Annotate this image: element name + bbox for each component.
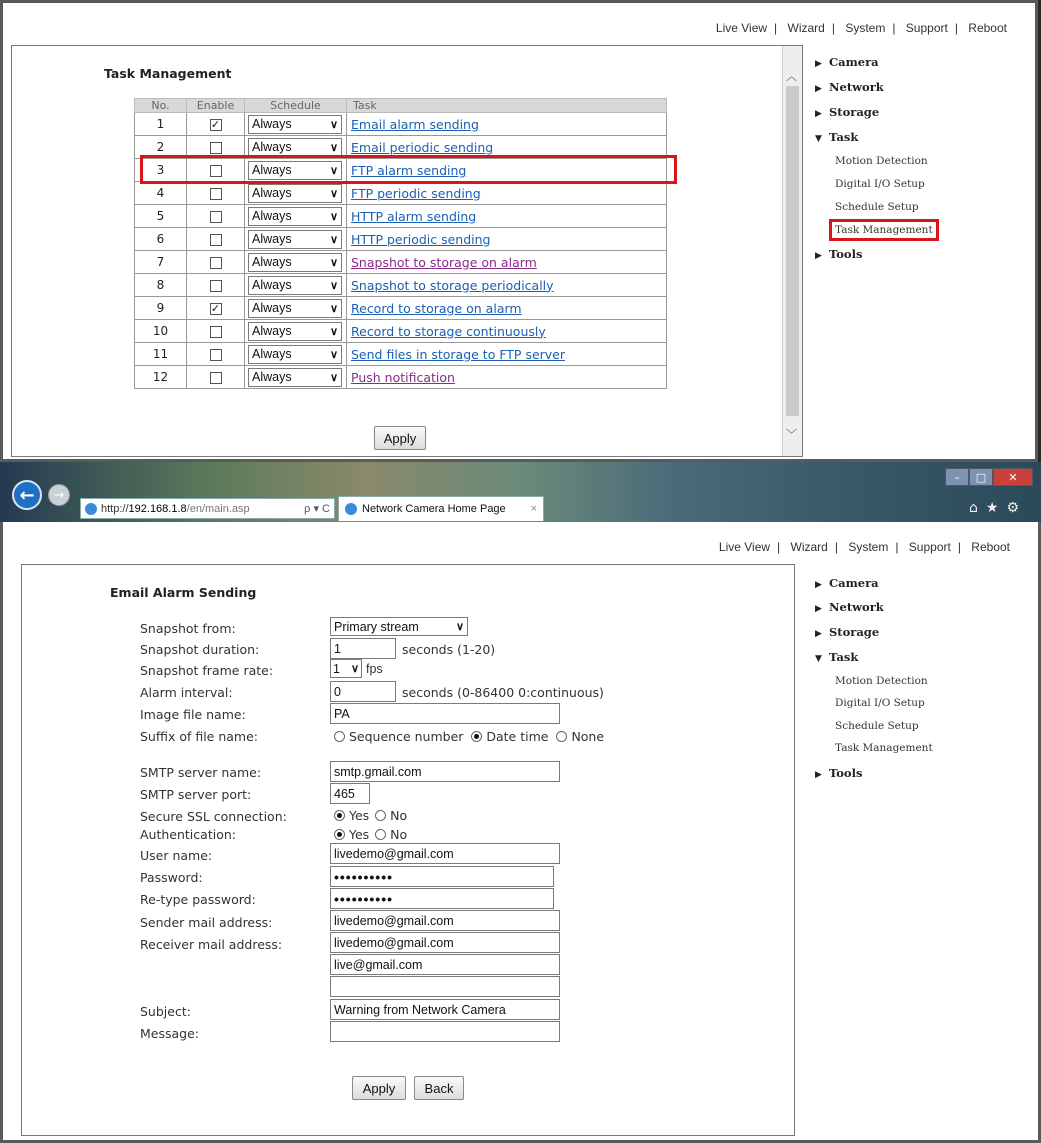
- menu-task-management[interactable]: Task Management: [835, 224, 933, 236]
- ie-icon: [85, 503, 97, 515]
- forward-arrow-icon[interactable]: →: [48, 484, 70, 506]
- menu-digital-io-setup[interactable]: Digital I/O Setup: [835, 178, 925, 190]
- smtp-server-name-label: SMTP server name:: [140, 765, 262, 780]
- triangle-right-icon: ▶: [815, 580, 822, 590]
- favorites-star-icon[interactable]: ★: [985, 500, 1007, 516]
- task-cell: [347, 297, 667, 320]
- nav-system[interactable]: System: [848, 540, 889, 554]
- task-schedule-cell: [245, 274, 347, 297]
- auth-yes-radio[interactable]: [334, 829, 345, 840]
- nav-support[interactable]: Support: [908, 540, 951, 554]
- enable-checkbox[interactable]: [210, 280, 222, 292]
- task-enable-cell: [187, 343, 245, 366]
- message-label: Message:: [140, 1026, 199, 1041]
- scroll-down-icon[interactable]: ﹀: [786, 428, 797, 441]
- smtp-server-port-input[interactable]: 465: [330, 783, 370, 804]
- enable-checkbox[interactable]: [210, 257, 222, 269]
- task-no: 2: [135, 136, 187, 159]
- nav-reboot[interactable]: Reboot: [968, 21, 1007, 35]
- task-cell: [347, 366, 667, 389]
- table-row: [135, 320, 667, 343]
- schedule-select[interactable]: Always ∨: [248, 161, 342, 180]
- task-enable-cell: [187, 251, 245, 274]
- alarm-interval-input[interactable]: 0: [330, 681, 396, 702]
- top-nav: Live View | Wizard | System | Support | Reboot: [715, 21, 1007, 35]
- menu-schedule-setup[interactable]: Schedule Setup: [835, 201, 919, 213]
- task-schedule-cell: [245, 113, 347, 136]
- task-enable-cell: [187, 113, 245, 136]
- triangle-right-icon: ▶: [815, 251, 822, 261]
- triangle-down-icon: ▼: [815, 654, 822, 664]
- task-no: 3: [135, 159, 187, 182]
- task-no: 8: [135, 274, 187, 297]
- enable-checkbox[interactable]: [210, 188, 222, 200]
- table-row: [135, 274, 667, 297]
- triangle-down-icon: ▼: [815, 134, 822, 144]
- schedule-select[interactable]: Always ∨: [248, 299, 342, 318]
- task-no: 5: [135, 205, 187, 228]
- task-content: [11, 45, 803, 457]
- suffix-sequence-radio[interactable]: [334, 731, 345, 742]
- triangle-right-icon: ▶: [815, 109, 822, 119]
- schedule-select[interactable]: Always ∨: [248, 230, 342, 249]
- retype-password-input[interactable]: ••••••••••: [330, 888, 554, 909]
- chevron-down-icon: ∨: [329, 325, 338, 338]
- task-schedule-cell: [245, 205, 347, 228]
- minimize-icon[interactable]: –: [945, 468, 969, 486]
- menu-storage[interactable]: ▶ Storage: [815, 105, 880, 119]
- task-link[interactable]: Email alarm sending: [351, 116, 479, 132]
- schedule-select[interactable]: Always ∨: [248, 184, 342, 203]
- menu-task[interactable]: ▼ Task: [815, 130, 859, 144]
- table-row: [135, 205, 667, 228]
- table-row: [135, 228, 667, 251]
- top-nav: Live View | Wizard | System | Support | Reboot: [718, 540, 1010, 554]
- task-link[interactable]: Record to storage continuously: [351, 323, 546, 339]
- snapshot-duration-hint: seconds (1-20): [402, 642, 496, 657]
- chevron-down-icon: ∨: [329, 187, 338, 200]
- user-name-label: User name:: [140, 848, 213, 863]
- task-link[interactable]: Snapshot to storage periodically: [351, 277, 554, 293]
- apply-button[interactable]: Apply: [374, 426, 426, 450]
- task-cell: [347, 113, 667, 136]
- chevron-down-icon: ∨: [329, 210, 338, 223]
- task-no: 6: [135, 228, 187, 251]
- task-link[interactable]: FTP alarm sending: [351, 162, 467, 178]
- scrollbar[interactable]: [782, 46, 802, 456]
- nav-wizard[interactable]: Wizard: [790, 540, 828, 554]
- schedule-select[interactable]: Always ∨: [248, 138, 342, 157]
- chevron-down-icon: ∨: [329, 348, 338, 361]
- back-button[interactable]: Back: [414, 1076, 464, 1100]
- header-task: Task: [347, 99, 667, 113]
- address-bar[interactable]: http:// 192.168.1.8 /en/main.asp ρ ▾ C: [80, 498, 335, 519]
- enable-checkbox[interactable]: [210, 211, 222, 223]
- toolbar-icons: [969, 500, 1027, 516]
- task-no: 4: [135, 182, 187, 205]
- browser-tab[interactable]: [338, 496, 544, 521]
- snapshot-duration-label: Snapshot duration:: [140, 642, 260, 657]
- enable-checkbox[interactable]: ✓: [210, 301, 221, 315]
- task-link[interactable]: HTTP periodic sending: [351, 231, 491, 247]
- task-cell: [347, 274, 667, 297]
- schedule-select[interactable]: Always ∨: [248, 276, 342, 295]
- header-enable: Enable: [187, 99, 245, 113]
- suffix-datetime-radio[interactable]: [471, 731, 482, 742]
- nav-support[interactable]: Support: [905, 21, 948, 35]
- triangle-right-icon: ▶: [815, 770, 822, 780]
- subject-input[interactable]: Warning from Network Camera: [330, 999, 560, 1020]
- snapshot-from-select[interactable]: Primary stream ∨: [330, 617, 468, 636]
- menu-camera[interactable]: ▶ Camera: [815, 576, 879, 590]
- suffix-none-radio[interactable]: [556, 731, 567, 742]
- schedule-select[interactable]: Always ∨: [248, 115, 342, 134]
- ssl-yes-radio[interactable]: [334, 810, 345, 821]
- schedule-select[interactable]: Always ∨: [248, 253, 342, 272]
- menu-tools[interactable]: ▶ Tools: [815, 247, 863, 261]
- table-row: [135, 113, 667, 136]
- authentication-label: Authentication:: [140, 827, 236, 842]
- schedule-select[interactable]: Always ∨: [248, 207, 342, 226]
- chevron-down-icon: ∨: [329, 279, 338, 292]
- home-icon[interactable]: ⌂: [968, 500, 986, 516]
- chevron-down-icon: ∨: [350, 663, 359, 675]
- auth-no-radio[interactable]: [375, 829, 386, 840]
- page-title: Email Alarm Sending: [110, 585, 257, 600]
- snapshot-frame-rate-label: Snapshot frame rate:: [140, 663, 274, 678]
- image-file-name-label: Image file name:: [140, 707, 246, 722]
- alarm-interval-label: Alarm interval:: [140, 685, 233, 700]
- task-schedule-cell: [245, 297, 347, 320]
- secure-ssl-radio-group: Yes No: [334, 808, 407, 823]
- authentication-radio-group: Yes No: [334, 827, 407, 842]
- task-cell: [347, 343, 667, 366]
- back-arrow-icon[interactable]: ←: [12, 480, 42, 510]
- task-enable-cell: [187, 366, 245, 389]
- smtp-server-port-label: SMTP server port:: [140, 787, 252, 802]
- task-no: 11: [135, 343, 187, 366]
- chevron-down-icon: ∨: [329, 371, 338, 384]
- highlight-box: [829, 219, 939, 241]
- header-no: No.: [135, 99, 187, 113]
- schedule-select[interactable]: Always ∨: [248, 345, 342, 364]
- suffix-label: Suffix of file name:: [140, 729, 259, 744]
- schedule-select[interactable]: Always ∨: [248, 322, 342, 341]
- menu-task[interactable]: ▼ Task: [815, 650, 859, 664]
- triangle-right-icon: ▶: [815, 59, 822, 69]
- password-label: Password:: [140, 870, 203, 885]
- task-link[interactable]: Email periodic sending: [351, 139, 494, 155]
- ssl-no-radio[interactable]: [375, 810, 386, 821]
- receiver-input-1[interactable]: livedemo@gmail.com: [330, 932, 560, 953]
- secure-ssl-label: Secure SSL connection:: [140, 809, 287, 824]
- alarm-interval-hint: seconds (0-86400 0:continuous): [402, 685, 604, 700]
- task-enable-cell: [187, 205, 245, 228]
- menu-storage[interactable]: ▶ Storage: [815, 625, 880, 639]
- snapshot-duration-input[interactable]: 1: [330, 638, 396, 659]
- task-no: 10: [135, 320, 187, 343]
- task-link[interactable]: Record to storage on alarm: [351, 300, 522, 316]
- task-enable-cell: [187, 274, 245, 297]
- menu-schedule-setup[interactable]: Schedule Setup: [835, 720, 919, 732]
- task-no: 7: [135, 251, 187, 274]
- task-link[interactable]: FTP periodic sending: [351, 185, 481, 201]
- enable-checkbox[interactable]: [210, 326, 222, 338]
- menu-motion-detection[interactable]: Motion Detection: [835, 155, 928, 167]
- menu-network[interactable]: ▶ Network: [815, 600, 884, 614]
- scroll-up-icon[interactable]: ︿: [786, 70, 797, 83]
- fps-label: fps: [366, 662, 383, 676]
- task-schedule-cell: [245, 228, 347, 251]
- enable-checkbox[interactable]: [210, 142, 222, 154]
- nav-live-view[interactable]: Live View: [718, 540, 771, 554]
- task-management-window: [0, 0, 1038, 462]
- subject-label: Subject:: [140, 1004, 191, 1019]
- frame-rate-select[interactable]: 1 ∨: [330, 659, 362, 678]
- enable-checkbox[interactable]: ✓: [210, 117, 221, 131]
- chevron-down-icon: ∨: [455, 621, 464, 633]
- task-cell: [347, 182, 667, 205]
- header-schedule: Schedule: [245, 99, 347, 113]
- task-enable-cell: [187, 320, 245, 343]
- receiver-input-3[interactable]: [330, 976, 560, 997]
- task-link[interactable]: Snapshot to storage on alarm: [351, 254, 537, 270]
- nav-system[interactable]: System: [845, 21, 886, 35]
- nav-reboot[interactable]: Reboot: [971, 540, 1010, 554]
- tab-close-icon[interactable]: ×: [530, 503, 537, 515]
- apply-button[interactable]: Apply: [352, 1076, 406, 1100]
- menu-network[interactable]: ▶ Network: [815, 80, 884, 94]
- suffix-radio-group: Sequence number Date time None: [334, 729, 604, 744]
- enable-checkbox[interactable]: [210, 372, 222, 384]
- task-schedule-cell: [245, 343, 347, 366]
- password-input[interactable]: ••••••••••: [330, 866, 554, 887]
- task-table: [134, 98, 667, 389]
- triangle-right-icon: ▶: [815, 629, 822, 639]
- task-enable-cell: [187, 228, 245, 251]
- page-title: Task Management: [104, 66, 232, 81]
- task-link[interactable]: Push notification: [351, 369, 455, 385]
- gear-icon[interactable]: ⚙: [1006, 500, 1027, 516]
- chevron-down-icon: ∨: [329, 164, 338, 177]
- task-no: 9: [135, 297, 187, 320]
- ie-icon: [345, 503, 357, 515]
- smtp-server-name-input[interactable]: smtp.gmail.com: [330, 761, 560, 782]
- menu-task-management[interactable]: Task Management: [835, 742, 933, 754]
- user-name-input[interactable]: livedemo@gmail.com: [330, 843, 560, 864]
- highlight-box: [140, 155, 677, 184]
- receiver-label: Receiver mail address:: [140, 937, 283, 952]
- address-controls-icon[interactable]: ρ ▾ C: [304, 503, 330, 515]
- image-file-name-input[interactable]: PA: [330, 703, 560, 724]
- table-row: [135, 251, 667, 274]
- task-cell: [347, 251, 667, 274]
- table-row: [135, 366, 667, 389]
- triangle-right-icon: ▶: [815, 84, 822, 94]
- email-alarm-form: [22, 565, 794, 1135]
- task-schedule-cell: [245, 366, 347, 389]
- snapshot-from-label: Snapshot from:: [140, 621, 236, 636]
- menu-digital-io-setup[interactable]: Digital I/O Setup: [835, 697, 925, 709]
- schedule-select[interactable]: Always ∨: [248, 368, 342, 387]
- task-no: 1: [135, 113, 187, 136]
- task-link[interactable]: Send files in storage to FTP server: [351, 346, 566, 362]
- table-row: [135, 297, 667, 320]
- task-cell: [347, 205, 667, 228]
- sender-label: Sender mail address:: [140, 915, 273, 930]
- task-schedule-cell: [245, 182, 347, 205]
- maximize-icon[interactable]: □: [969, 468, 993, 486]
- message-input[interactable]: [330, 1021, 560, 1042]
- task-enable-cell: [187, 297, 245, 320]
- scroll-thumb[interactable]: [786, 86, 799, 416]
- menu-tools[interactable]: ▶ Tools: [815, 766, 863, 780]
- task-cell: [347, 228, 667, 251]
- email-alarm-window: [0, 522, 1041, 1143]
- task-schedule-cell: [245, 251, 347, 274]
- close-window-icon[interactable]: ✕: [993, 468, 1033, 486]
- chevron-down-icon: ∨: [329, 302, 338, 315]
- receiver-input-2[interactable]: live@gmail.com: [330, 954, 560, 975]
- task-cell: [347, 320, 667, 343]
- task-no: 12: [135, 366, 187, 389]
- tab-title: Network Camera Home Page: [362, 503, 506, 515]
- table-row: [135, 182, 667, 205]
- email-alarm-content: [21, 564, 795, 1136]
- sender-input[interactable]: livedemo@gmail.com: [330, 910, 560, 931]
- nav-wizard[interactable]: Wizard: [787, 21, 825, 35]
- chevron-down-icon: ∨: [329, 118, 338, 131]
- nav-live-view[interactable]: Live View: [715, 21, 768, 35]
- task-enable-cell: [187, 182, 245, 205]
- retype-password-label: Re-type password:: [140, 892, 256, 907]
- chevron-down-icon: ∨: [329, 233, 338, 246]
- enable-checkbox[interactable]: [210, 349, 222, 361]
- chevron-down-icon: ∨: [329, 141, 338, 154]
- task-schedule-cell: [245, 320, 347, 343]
- task-link[interactable]: HTTP alarm sending: [351, 208, 477, 224]
- menu-camera[interactable]: ▶ Camera: [815, 55, 879, 69]
- enable-checkbox[interactable]: [210, 234, 222, 246]
- triangle-right-icon: ▶: [815, 604, 822, 614]
- chevron-down-icon: ∨: [329, 256, 338, 269]
- menu-motion-detection[interactable]: Motion Detection: [835, 675, 928, 687]
- table-row: [135, 343, 667, 366]
- browser-toolbar: [0, 462, 1041, 522]
